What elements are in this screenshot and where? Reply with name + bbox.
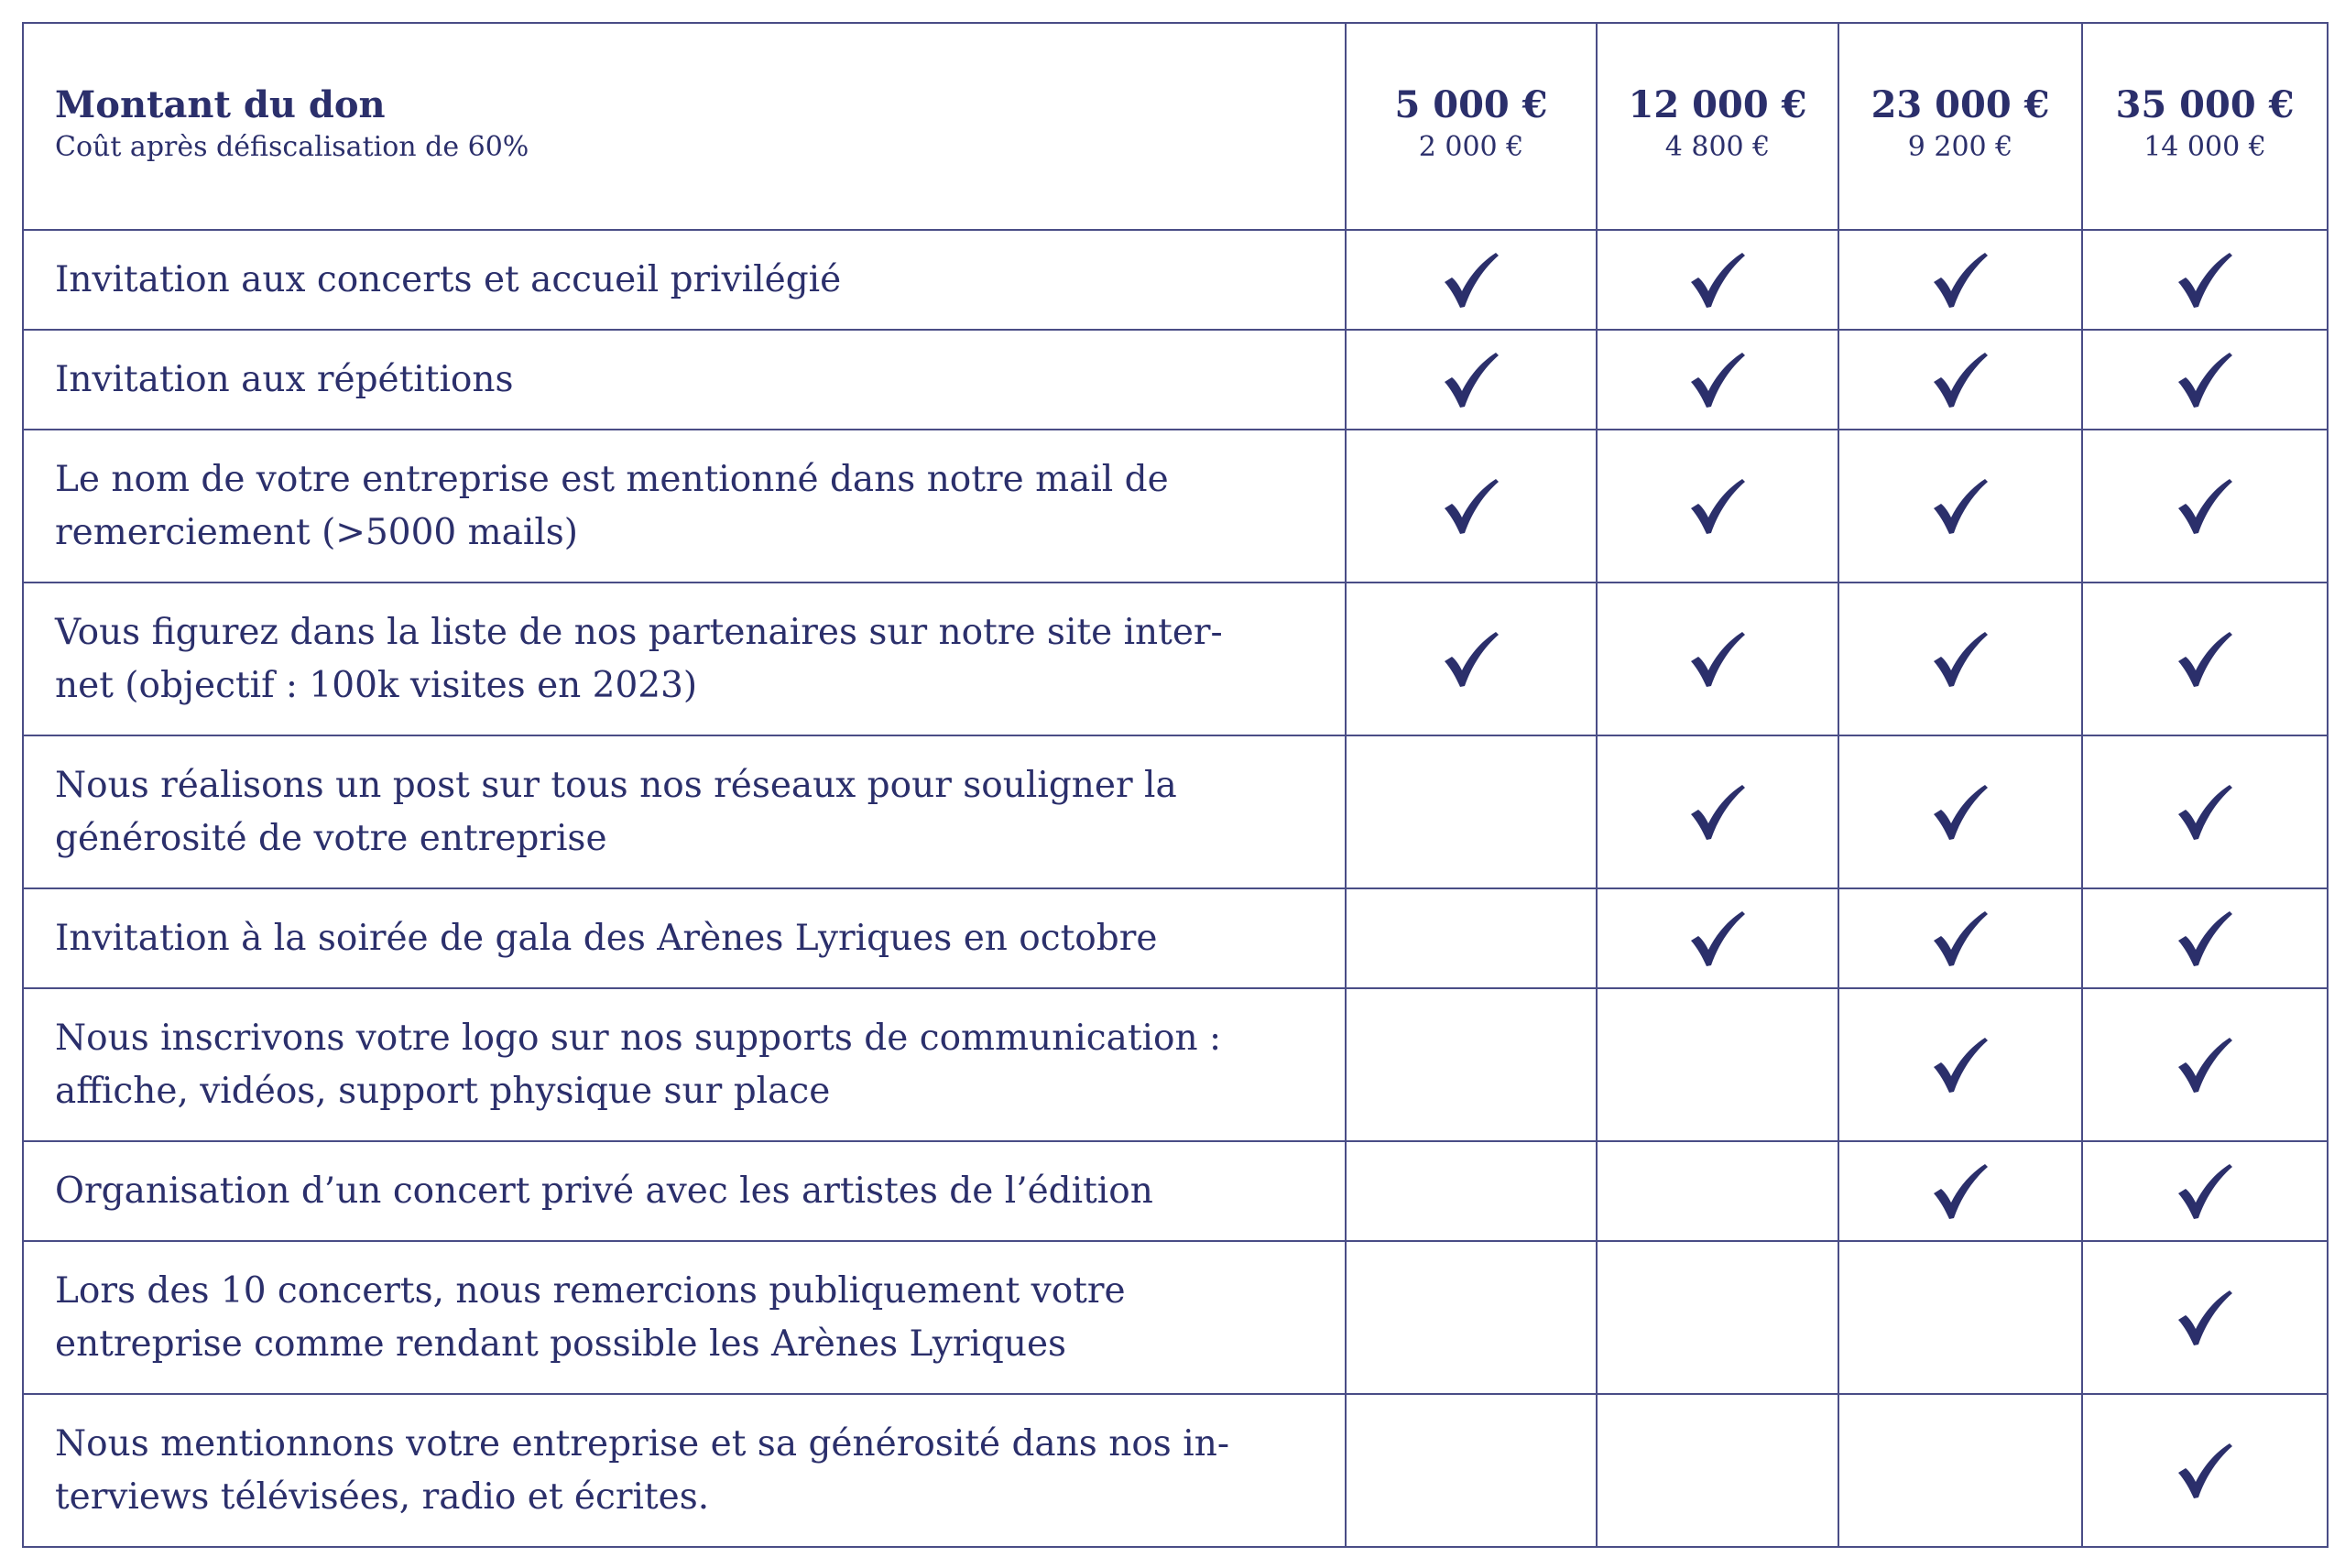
checkmark-icon: [1443, 630, 1500, 689]
benefit-row: [23, 1141, 2328, 1241]
tier-header-4: [2082, 23, 2328, 230]
tax-deduction-subtitle: Coût après défiscalisation de 60%: [55, 131, 529, 163]
benefit-text-line: Invitation à la soirée de gala des Arènes Lyriques en octobre: [55, 917, 1158, 959]
benefit-text-line: affiche, vidéos, support physique sur place: [55, 1070, 831, 1112]
benefit-text-line: générosité de votre entreprise: [55, 817, 607, 859]
tier-1-cell: [1346, 988, 1597, 1141]
tier-header-3: [1838, 23, 2082, 230]
benefit-text-line: Le nom de votre entreprise est mentionné dans notre mail de: [55, 458, 1169, 500]
tier-net-cost: 2 000 €: [1418, 131, 1524, 163]
tier-2-cell: [1597, 888, 1838, 988]
tier-2-cell: [1597, 735, 1838, 888]
tier-1-cell: [1346, 330, 1597, 430]
benefit-text-line: Vous figurez dans la liste de nos partenaires sur notre site inter-: [55, 611, 1223, 653]
tier-1-cell: [1346, 888, 1597, 988]
checkmark-icon: [1689, 251, 1746, 310]
benefit-text-line: Nous réalisons un post sur tous nos réseaux pour souligner la: [55, 764, 1177, 806]
benefit-description: [23, 735, 1346, 888]
header-row: [23, 23, 2328, 230]
benefit-text-line: remerciement (>5000 mails): [55, 511, 579, 553]
checkmark-icon: [2176, 909, 2233, 968]
checkmark-icon: [1443, 477, 1500, 536]
tier-net-cost: 9 200 €: [1907, 131, 2013, 163]
tier-4-cell: [2082, 988, 2328, 1141]
tier-3-cell: [1838, 888, 2082, 988]
tier-4-cell: [2082, 1394, 2328, 1547]
checkmark-icon: [1443, 351, 1500, 409]
sponsorship-tiers-table: [22, 22, 2329, 1548]
benefit-description: [23, 230, 1346, 330]
tier-amount: 12 000 €: [1628, 83, 1807, 126]
tier-1-cell: [1346, 1394, 1597, 1547]
donation-amount-title: Montant du don: [55, 83, 386, 126]
tier-2-cell: [1597, 330, 1838, 430]
benefit-row: [23, 888, 2328, 988]
tier-3-cell: [1838, 988, 2082, 1141]
tier-3-cell: [1838, 583, 2082, 735]
checkmark-icon: [1932, 909, 1989, 968]
benefit-description: [23, 888, 1346, 988]
benefit-row: [23, 988, 2328, 1141]
checkmark-icon: [2176, 1289, 2233, 1347]
checkmark-icon: [1689, 783, 1746, 842]
benefit-row: [23, 1241, 2328, 1394]
tier-3-cell: [1838, 330, 2082, 430]
benefit-text-line: Invitation aux concerts et accueil privilégié: [55, 258, 842, 300]
tier-1-cell: [1346, 1241, 1597, 1394]
checkmark-icon: [1932, 1036, 1989, 1094]
checkmark-icon: [2176, 1162, 2233, 1221]
checkmark-icon: [2176, 351, 2233, 409]
tier-3-cell: [1838, 1241, 2082, 1394]
checkmark-icon: [2176, 630, 2233, 689]
checkmark-icon: [2176, 477, 2233, 536]
checkmark-icon: [1932, 251, 1989, 310]
tier-3-cell: [1838, 1141, 2082, 1241]
tier-2-cell: [1597, 1394, 1838, 1547]
checkmark-icon: [2176, 1442, 2233, 1500]
checkmark-icon: [1932, 783, 1989, 842]
tier-4-cell: [2082, 430, 2328, 583]
tier-net-cost: 4 800 €: [1664, 131, 1771, 163]
tier-2-cell: [1597, 583, 1838, 735]
checkmark-icon: [1689, 477, 1746, 536]
benefit-text-line: net (objectif : 100k visites en 2023): [55, 664, 698, 706]
tier-amount: 35 000 €: [2115, 83, 2295, 126]
benefit-text-line: Organisation d’un concert privé avec les artistes de l’édition: [55, 1170, 1153, 1212]
tier-2-cell: [1597, 430, 1838, 583]
tier-3-cell: [1838, 1394, 2082, 1547]
benefit-text-line: Nous inscrivons votre logo sur nos supports de communication :: [55, 1017, 1222, 1059]
tier-header-2: [1597, 23, 1838, 230]
benefit-row: [23, 735, 2328, 888]
benefit-row: [23, 583, 2328, 735]
benefit-description: [23, 430, 1346, 583]
benefit-text-line: Nous mentionnons votre entreprise et sa générosité dans nos in-: [55, 1422, 1229, 1465]
tier-1-cell: [1346, 230, 1597, 330]
tier-2-cell: [1597, 1241, 1838, 1394]
tier-1-cell: [1346, 430, 1597, 583]
tier-4-cell: [2082, 1141, 2328, 1241]
benefit-description: [23, 330, 1346, 430]
benefit-text-line: Lors des 10 concerts, nous remercions publiquement votre: [55, 1269, 1126, 1312]
tier-3-cell: [1838, 230, 2082, 330]
checkmark-icon: [1932, 1162, 1989, 1221]
tier-2-cell: [1597, 230, 1838, 330]
benefits-list: [23, 230, 2328, 1547]
checkmark-icon: [2176, 783, 2233, 842]
benefit-row: [23, 1394, 2328, 1547]
benefit-description: [23, 1394, 1346, 1547]
benefit-description: [23, 583, 1346, 735]
benefit-description: [23, 1241, 1346, 1394]
tier-4-cell: [2082, 583, 2328, 735]
checkmark-icon: [1932, 630, 1989, 689]
benefit-text-line: Invitation aux répétitions: [55, 358, 514, 400]
tier-3-cell: [1838, 430, 2082, 583]
tier-3-cell: [1838, 735, 2082, 888]
checkmark-icon: [1689, 351, 1746, 409]
tier-4-cell: [2082, 1241, 2328, 1394]
checkmark-icon: [1932, 351, 1989, 409]
tier-4-cell: [2082, 735, 2328, 888]
benefit-row: [23, 330, 2328, 430]
benefit-text-line: entreprise comme rendant possible les Arènes Lyriques: [55, 1323, 1067, 1365]
benefit-description: [23, 1141, 1346, 1241]
tier-4-cell: [2082, 230, 2328, 330]
tier-2-cell: [1597, 988, 1838, 1141]
checkmark-icon: [2176, 1036, 2233, 1094]
tier-2-cell: [1597, 1141, 1838, 1241]
header-label-cell: [23, 23, 1346, 230]
tier-net-cost: 14 000 €: [2143, 131, 2266, 163]
benefit-text-line: terviews télévisées, radio et écrites.: [55, 1475, 710, 1518]
benefit-row: [23, 430, 2328, 583]
checkmark-icon: [1443, 251, 1500, 310]
checkmark-icon: [1689, 909, 1746, 968]
tier-4-cell: [2082, 888, 2328, 988]
checkmark-icon: [1932, 477, 1989, 536]
tier-1-cell: [1346, 735, 1597, 888]
tier-1-cell: [1346, 1141, 1597, 1241]
tier-1-cell: [1346, 583, 1597, 735]
tier-amount: 23 000 €: [1871, 83, 2050, 126]
tier-amount: 5 000 €: [1394, 83, 1548, 126]
benefit-description: [23, 988, 1346, 1141]
tier-4-cell: [2082, 330, 2328, 430]
checkmark-icon: [2176, 251, 2233, 310]
benefit-row: [23, 230, 2328, 330]
checkmark-icon: [1689, 630, 1746, 689]
tier-header-1: [1346, 23, 1597, 230]
